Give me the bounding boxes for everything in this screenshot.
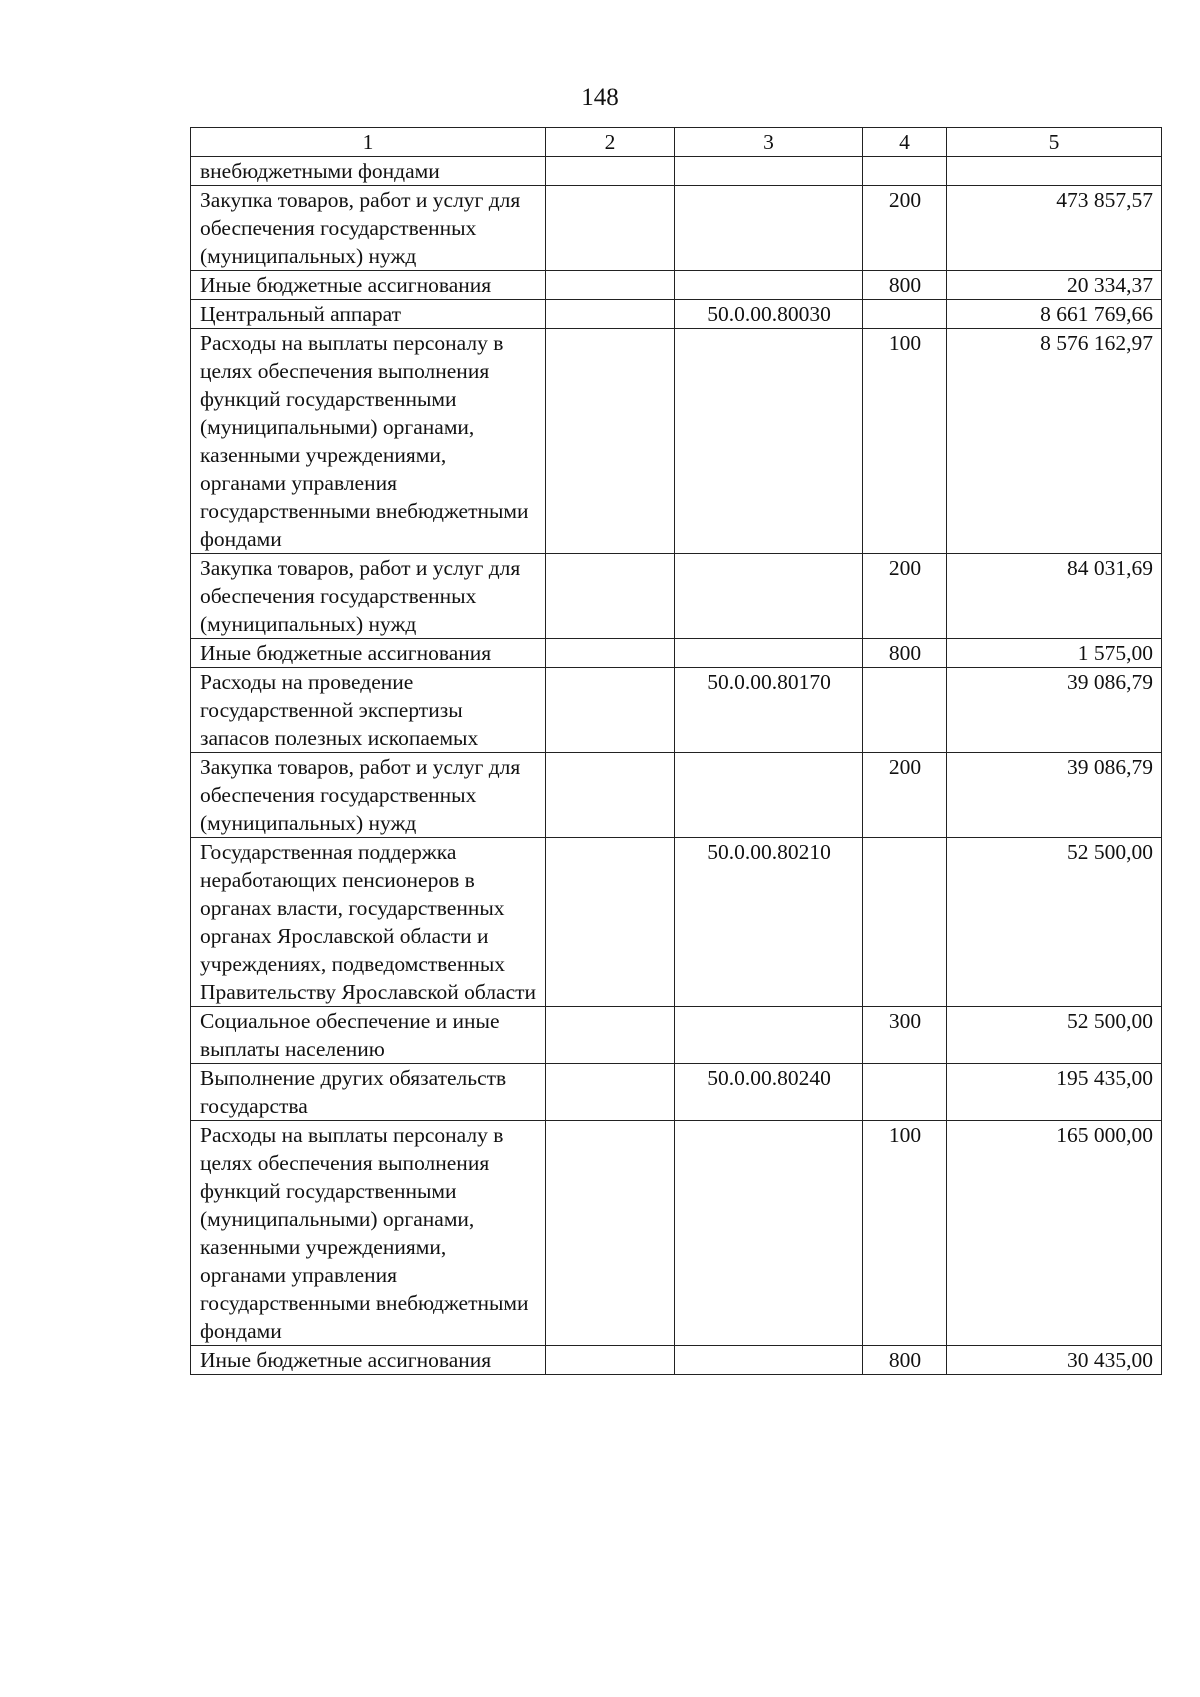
table-body xyxy=(191,157,1162,1375)
row-expense-type-cell: 800 xyxy=(863,1346,947,1375)
row-col2-cell xyxy=(546,157,675,186)
table-row xyxy=(191,1007,1162,1064)
table-row xyxy=(191,157,1162,186)
row-target-code-cell xyxy=(675,554,863,639)
row-expense-type-cell: 200 xyxy=(863,554,947,639)
row-name-cell: Расходы на выплаты персоналу в целях обеспечения выполнения функций государственными (муниципальными) органами, казенными учреждениями, органами управления государственными внебюджетными фондами xyxy=(191,329,546,554)
row-name-cell: Иные бюджетные ассигнования xyxy=(191,271,546,300)
row-amount-cell: 30 435,00 xyxy=(947,1346,1162,1375)
table-row xyxy=(191,1064,1162,1121)
column-header-3: 3 xyxy=(675,128,863,157)
row-target-code-cell xyxy=(675,1007,863,1064)
row-col2-cell xyxy=(546,271,675,300)
row-expense-type-cell xyxy=(863,300,947,329)
row-amount-cell: 84 031,69 xyxy=(947,554,1162,639)
table-row xyxy=(191,753,1162,838)
row-col2-cell xyxy=(546,329,675,554)
budget-table xyxy=(190,127,1162,1375)
row-col2-cell xyxy=(546,753,675,838)
row-amount-cell: 195 435,00 xyxy=(947,1064,1162,1121)
row-col2-cell xyxy=(546,1007,675,1064)
row-target-code-cell xyxy=(675,329,863,554)
table-row xyxy=(191,271,1162,300)
row-col2-cell xyxy=(546,1346,675,1375)
row-expense-type-cell: 300 xyxy=(863,1007,947,1064)
row-expense-type-cell: 800 xyxy=(863,639,947,668)
row-name-cell: Расходы на проведение государственной экспертизы запасов полезных ископаемых xyxy=(191,668,546,753)
row-name-cell: Иные бюджетные ассигнования xyxy=(191,1346,546,1375)
row-name-cell: Расходы на выплаты персоналу в целях обеспечения выполнения функций государственными (муниципальными) органами, казенными учреждениями, органами управления государственными внебюджетными фондами xyxy=(191,1121,546,1346)
row-col2-cell xyxy=(546,668,675,753)
row-amount-cell: 39 086,79 xyxy=(947,668,1162,753)
row-target-code-cell xyxy=(675,157,863,186)
row-expense-type-cell: 200 xyxy=(863,186,947,271)
column-header-4: 4 xyxy=(863,128,947,157)
row-amount-cell: 1 575,00 xyxy=(947,639,1162,668)
row-expense-type-cell: 100 xyxy=(863,329,947,554)
table-row xyxy=(191,838,1162,1007)
row-amount-cell: 52 500,00 xyxy=(947,1007,1162,1064)
row-name-cell: Закупка товаров, работ и услуг для обеспечения государственных (муниципальных) нужд xyxy=(191,753,546,838)
row-amount-cell: 165 000,00 xyxy=(947,1121,1162,1346)
row-col2-cell xyxy=(546,1064,675,1121)
row-target-code-cell: 50.0.00.80170 xyxy=(675,668,863,753)
row-expense-type-cell xyxy=(863,157,947,186)
row-name-cell: Иные бюджетные ассигнования xyxy=(191,639,546,668)
table-row xyxy=(191,639,1162,668)
table-row xyxy=(191,186,1162,271)
row-amount-cell: 52 500,00 xyxy=(947,838,1162,1007)
table-row xyxy=(191,554,1162,639)
row-col2-cell xyxy=(546,554,675,639)
table-row xyxy=(191,1346,1162,1375)
row-name-cell: Социальное обеспечение и иные выплаты населению xyxy=(191,1007,546,1064)
row-target-code-cell xyxy=(675,271,863,300)
row-name-cell: Закупка товаров, работ и услуг для обеспечения государственных (муниципальных) нужд xyxy=(191,554,546,639)
table-row xyxy=(191,329,1162,554)
row-target-code-cell xyxy=(675,753,863,838)
row-name-cell: Закупка товаров, работ и услуг для обеспечения государственных (муниципальных) нужд xyxy=(191,186,546,271)
row-name-cell: Государственная поддержка неработающих пенсионеров в органах власти, государственных органах Ярославской области и учреждениях, подведомственных Правительству Ярославской области xyxy=(191,838,546,1007)
row-target-code-cell xyxy=(675,186,863,271)
row-amount-cell: 39 086,79 xyxy=(947,753,1162,838)
table-row xyxy=(191,668,1162,753)
row-name-cell: Выполнение других обязательств государства xyxy=(191,1064,546,1121)
row-col2-cell xyxy=(546,639,675,668)
row-target-code-cell: 50.0.00.80030 xyxy=(675,300,863,329)
row-amount-cell: 8 661 769,66 xyxy=(947,300,1162,329)
row-col2-cell xyxy=(546,186,675,271)
row-expense-type-cell: 100 xyxy=(863,1121,947,1346)
row-name-cell: Центральный аппарат xyxy=(191,300,546,329)
row-amount-cell: 20 334,37 xyxy=(947,271,1162,300)
row-col2-cell xyxy=(546,838,675,1007)
column-header-5: 5 xyxy=(947,128,1162,157)
table-row xyxy=(191,1121,1162,1346)
column-header-1: 1 xyxy=(191,128,546,157)
row-amount-cell: 8 576 162,97 xyxy=(947,329,1162,554)
row-target-code-cell: 50.0.00.80240 xyxy=(675,1064,863,1121)
row-name-cell: внебюджетными фондами xyxy=(191,157,546,186)
row-expense-type-cell: 800 xyxy=(863,271,947,300)
row-target-code-cell xyxy=(675,1346,863,1375)
table-row xyxy=(191,300,1162,329)
row-expense-type-cell xyxy=(863,668,947,753)
row-amount-cell xyxy=(947,157,1162,186)
row-amount-cell: 473 857,57 xyxy=(947,186,1162,271)
table-header-row xyxy=(191,128,1162,157)
column-header-2: 2 xyxy=(546,128,675,157)
row-target-code-cell xyxy=(675,1121,863,1346)
row-expense-type-cell xyxy=(863,1064,947,1121)
row-col2-cell xyxy=(546,300,675,329)
row-expense-type-cell: 200 xyxy=(863,753,947,838)
row-col2-cell xyxy=(546,1121,675,1346)
row-target-code-cell: 50.0.00.80210 xyxy=(675,838,863,1007)
row-target-code-cell xyxy=(675,639,863,668)
page-number: 148 xyxy=(581,84,619,111)
row-expense-type-cell xyxy=(863,838,947,1007)
